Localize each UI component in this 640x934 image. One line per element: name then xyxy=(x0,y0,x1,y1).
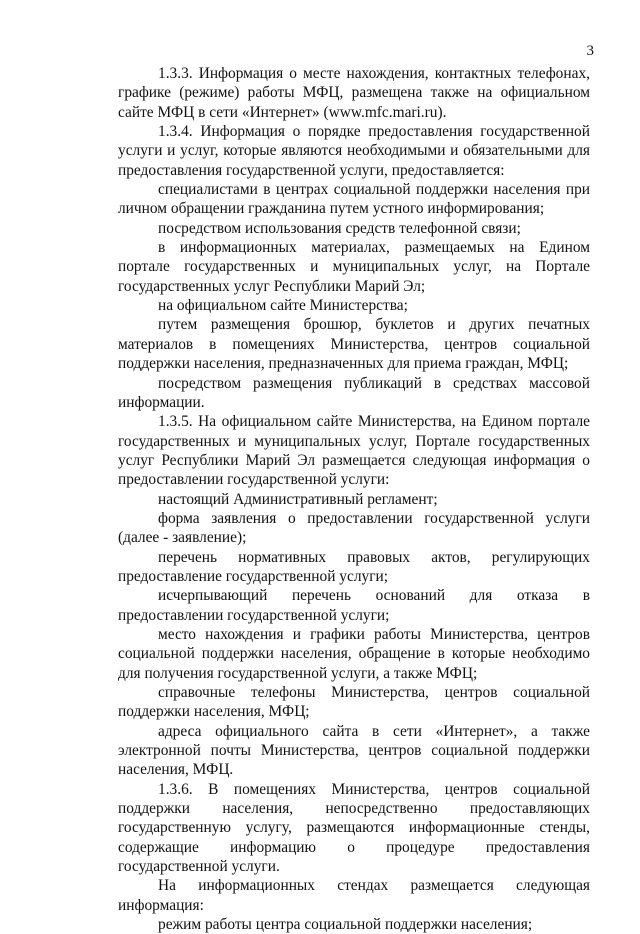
list-item-info-materials: в информационных материалах, размещаемых на Едином портале государственных и муниципальных услуг, на Портале государственных услуг Республики Марий Эл; xyxy=(118,239,590,295)
list-item-ministry-site: на официальном сайте Министерства; xyxy=(158,297,408,315)
document-body xyxy=(118,64,590,934)
list-item-addresses: адреса официального сайта в сети «Интернет», а также электронной почты Министерства, центров социальной поддержки населения, МФЦ. xyxy=(118,722,590,779)
list-item-work-schedule: режим работы центра социальной поддержки населения; xyxy=(158,916,533,934)
paragraph-stands: На информационных стендах размещается следующая информация: xyxy=(118,877,590,914)
list-item-legal-acts: перечень нормативных правовых актов, регулирующих предоставление государственной услуги; xyxy=(118,548,590,585)
paragraph-1-3-6: 1.3.6. В помещениях Министерства, центров социальной поддержки населения, непосредственно предоставляющих государственную услугу, размещаются информационные стенды, содержащие информацию о процедуре предоставления государственной услуги. xyxy=(118,780,590,876)
list-item-regulation: настоящий Административный регламент; xyxy=(158,490,438,508)
page-number: 3 xyxy=(586,43,594,59)
paragraph-1-3-4: 1.3.4. Информация о порядке предоставления государственной услуги и услуг, которые являются необходимыми и обязательными для предоставления государственной услуги, предоставляется: xyxy=(118,123,590,179)
list-item-locations: место нахождения и графики работы Министерства, центров социальной поддержки населения, обращение в которые необходимо для получения государственной услуги, а также МФЦ; xyxy=(118,625,590,682)
list-item-brochures: путем размещения брошюр, буклетов и других печатных материалов в помещениях Министерства, центров социальной поддержки населения, предназначенных для приема граждан, МФЦ; xyxy=(118,316,590,373)
list-item-refusal-grounds: исчерпывающий перечень оснований для отказа в предоставлении государственной услуги; xyxy=(118,587,590,624)
paragraph-1-3-5: 1.3.5. На официальном сайте Министерства, на Едином портале государственных и муниципальных услуг, Портале государственных услуг Республики Марий Эл размещается следующая информация о предоставлении государственной услуги: xyxy=(118,413,590,489)
list-item-telephone: посредством использования средств телефонной связи; xyxy=(158,219,521,237)
paragraph-1-3-3: 1.3.3. Информация о месте нахождения, контактных телефонах, графике (режиме) работы МФЦ, размещена также на официальном сайте МФЦ в сети «Интернет» (www.mfc.mari.ru). xyxy=(118,65,590,121)
list-item-specialists: специалистами в центрах социальной поддержки населения при личном обращении гражданина путем устного информирования; xyxy=(118,181,590,218)
list-item-mass-media: посредством размещения публикаций в средствах массовой информации. xyxy=(118,374,590,411)
list-item-application-form: форма заявления о предоставлении государственной услуги (далее - заявление); xyxy=(118,509,590,547)
list-item-phones: справочные телефоны Министерства, центров социальной поддержки населения, МФЦ; xyxy=(118,684,590,721)
